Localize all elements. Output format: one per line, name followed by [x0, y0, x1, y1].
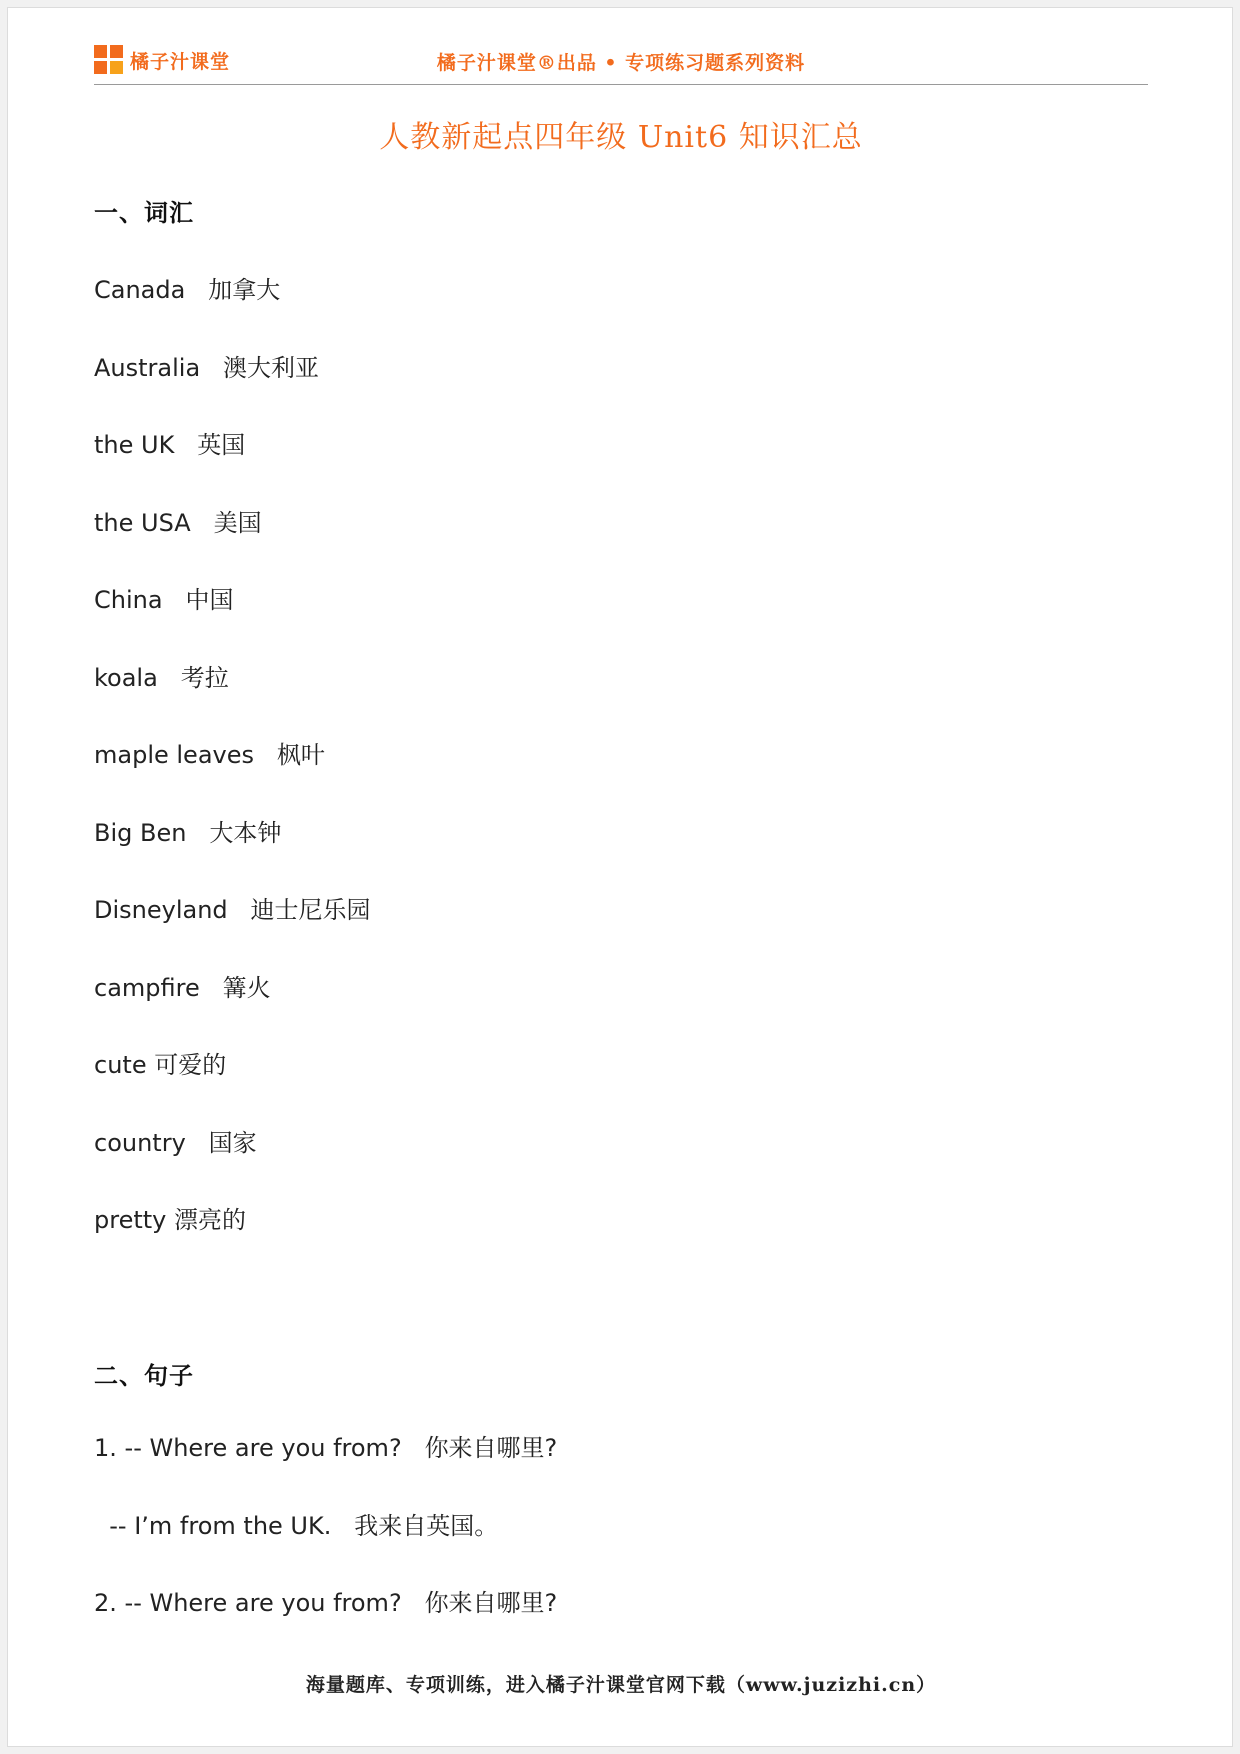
vocab-item: the UK 英国 — [94, 431, 246, 459]
vocab-list — [94, 270, 371, 1278]
vocab-heading: 一、词汇 — [94, 199, 194, 227]
vocab-item: maple leaves 枫叶 — [94, 741, 325, 769]
vocab-item: Big Ben 大本钟 — [94, 818, 282, 847]
sentence-line: 2. -- Where are you from? 你来自哪里? — [94, 1589, 558, 1617]
vocab-item: China 中国 — [94, 586, 234, 614]
vocab-item: Canada 加拿大 — [94, 276, 281, 304]
page-title: 人教新起点四年级 Unit6 知识汇总 — [379, 120, 863, 155]
header-tagline: 橘子汁课堂®出品 • 专项练习题系列资料 — [436, 52, 806, 74]
vocab-item: Disneyland 迪士尼乐园 — [94, 896, 371, 924]
vocab-item: pretty 漂亮的 — [94, 1206, 246, 1234]
vocab-item: the USA 美国 — [94, 508, 262, 537]
sentence-heading: 二、句子 — [94, 1362, 194, 1390]
vocab-item: cute 可爱的 — [94, 1051, 227, 1079]
sentence-line: 1. -- Where are you from? 你来自哪里? — [94, 1434, 558, 1462]
vocab-item: country 国家 — [94, 1128, 257, 1157]
logo-text: 橘子汁课堂 — [130, 50, 231, 73]
sentence-line: -- I’m from the UK. 我来自英国。 — [94, 1511, 499, 1540]
page-footer: 海量题库、专项训练，进入橘子汁课堂官网下载（www.juzizhi.cn） — [305, 1674, 937, 1696]
vocab-item: campfire 篝火 — [94, 973, 271, 1002]
vocab-item: Australia 澳大利亚 — [94, 353, 320, 382]
page-header — [94, 42, 1148, 85]
vocab-item: koala 考拉 — [94, 663, 229, 692]
sentence-list — [94, 1428, 557, 1661]
